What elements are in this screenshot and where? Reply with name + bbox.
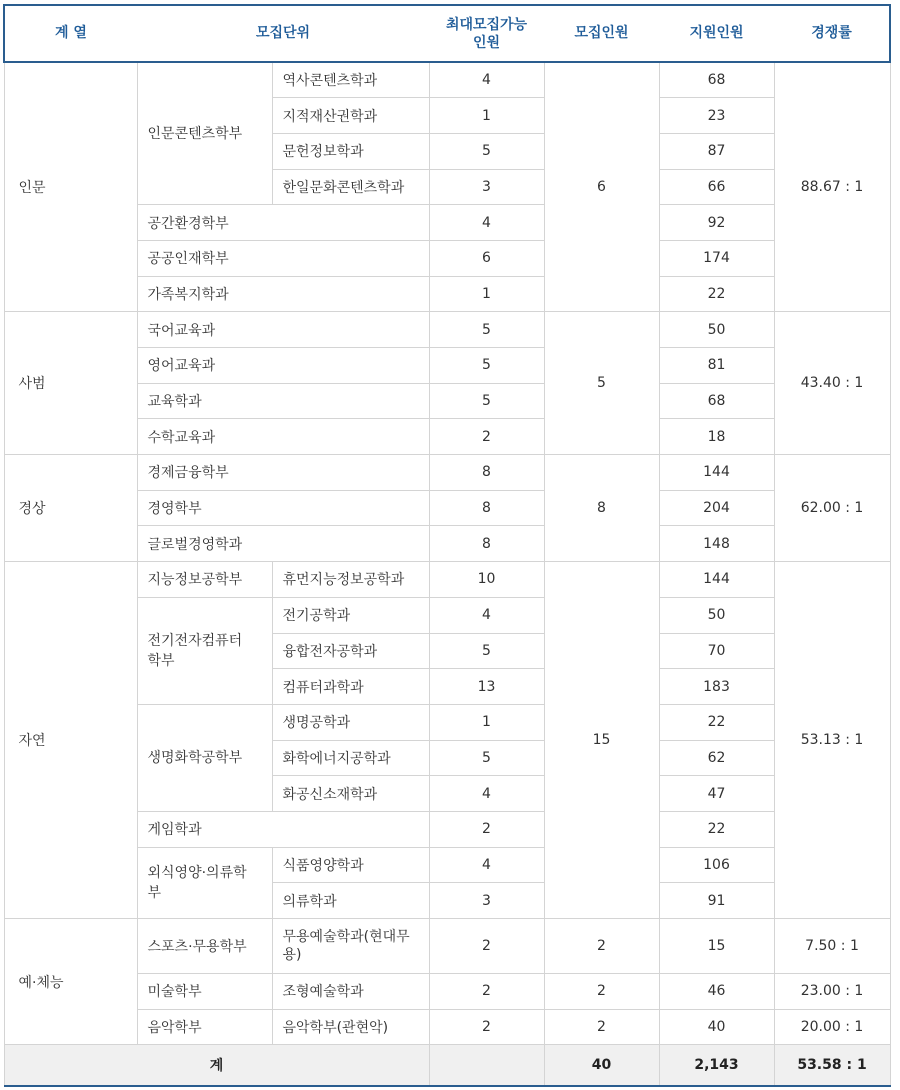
group-cell: 미술학부 [137, 974, 272, 1010]
applicants-cell: 92 [659, 205, 774, 241]
unit-cell: 의류학과 [272, 883, 429, 919]
applicants-cell: 66 [659, 169, 774, 205]
unit-cell: 공공인재학부 [137, 240, 429, 276]
applicants-cell: 144 [659, 562, 774, 598]
unit-cell: 화학에너지공학과 [272, 740, 429, 776]
group-cell: 외식영양·의류학부 [137, 847, 272, 918]
table-row [4, 205, 890, 241]
applicants-cell: 50 [659, 312, 774, 348]
max-cell: 5 [429, 348, 544, 384]
category-cell: 인문 [4, 62, 137, 312]
category-cell: 경상 [4, 455, 137, 562]
unit-cell: 공간환경학부 [137, 205, 429, 241]
recruit-cell: 5 [544, 312, 659, 455]
unit-cell: 컴퓨터과학과 [272, 669, 429, 705]
header-unit: 모집단위 [137, 5, 429, 62]
max-cell: 1 [429, 276, 544, 312]
group-cell: 인문콘텐츠학부 [137, 62, 272, 205]
total-row [4, 1045, 890, 1087]
applicants-cell: 183 [659, 669, 774, 705]
max-cell: 4 [429, 597, 544, 633]
header-max-quota: 최대모집가능인원 [429, 5, 544, 62]
recruit-cell: 6 [544, 62, 659, 312]
applicants-cell: 47 [659, 776, 774, 812]
applicants-cell: 204 [659, 490, 774, 526]
unit-cell: 역사콘텐츠학과 [272, 62, 429, 98]
unit-cell: 지적재산권학과 [272, 98, 429, 134]
applicants-cell: 144 [659, 455, 774, 491]
group-cell: 지능정보공학부 [137, 562, 272, 598]
applicants-cell: 91 [659, 883, 774, 919]
max-cell: 2 [429, 419, 544, 455]
table-row [4, 240, 890, 276]
max-cell: 5 [429, 383, 544, 419]
max-cell: 6 [429, 240, 544, 276]
unit-cell: 가족복지학과 [137, 276, 429, 312]
max-cell: 5 [429, 740, 544, 776]
ratio-cell: 62.00 : 1 [774, 455, 890, 562]
max-cell: 2 [429, 919, 544, 974]
max-cell: 8 [429, 490, 544, 526]
table-row [4, 526, 890, 562]
max-cell: 1 [429, 98, 544, 134]
table-row [4, 62, 890, 98]
unit-cell: 음악학부(관현악) [272, 1009, 429, 1045]
table-row [4, 562, 890, 598]
max-cell: 2 [429, 811, 544, 847]
applicants-cell: 50 [659, 597, 774, 633]
header-category: 계 열 [4, 5, 137, 62]
group-cell: 스포츠·무용학부 [137, 919, 272, 974]
unit-cell: 한일문화콘텐츠학과 [272, 169, 429, 205]
unit-cell: 전기공학과 [272, 597, 429, 633]
max-cell: 8 [429, 455, 544, 491]
max-cell: 2 [429, 1009, 544, 1045]
table-row [4, 704, 890, 740]
category-cell: 자연 [4, 562, 137, 919]
max-cell: 4 [429, 62, 544, 98]
applicants-cell: 106 [659, 847, 774, 883]
applicants-cell: 87 [659, 133, 774, 169]
applicants-cell: 70 [659, 633, 774, 669]
unit-cell: 국어교육과 [137, 312, 429, 348]
applicants-cell: 81 [659, 348, 774, 384]
max-cell: 5 [429, 133, 544, 169]
applicants-cell: 23 [659, 98, 774, 134]
table-row [4, 1009, 890, 1045]
unit-cell: 휴먼지능정보공학과 [272, 562, 429, 598]
applicants-cell: 40 [659, 1009, 774, 1045]
max-cell: 1 [429, 704, 544, 740]
applicants-cell: 18 [659, 419, 774, 455]
table-row [4, 811, 890, 847]
applicants-cell: 68 [659, 383, 774, 419]
table-row [4, 974, 890, 1010]
recruit-cell: 2 [544, 919, 659, 974]
total-recruit: 40 [544, 1045, 659, 1087]
table-row [4, 490, 890, 526]
applicants-cell: 22 [659, 811, 774, 847]
unit-cell: 무용예술학과(현대무용) [272, 919, 429, 974]
table-row [4, 383, 890, 419]
ratio-cell: 88.67 : 1 [774, 62, 890, 312]
unit-cell: 문헌정보학과 [272, 133, 429, 169]
applicants-cell: 148 [659, 526, 774, 562]
ratio-cell: 53.13 : 1 [774, 562, 890, 919]
applicants-cell: 22 [659, 276, 774, 312]
max-cell: 3 [429, 883, 544, 919]
recruit-cell: 2 [544, 1009, 659, 1045]
unit-cell: 식품영양학과 [272, 847, 429, 883]
max-cell: 4 [429, 205, 544, 241]
group-cell: 음악학부 [137, 1009, 272, 1045]
table-row [4, 597, 890, 633]
applicants-cell: 46 [659, 974, 774, 1010]
table-row [4, 276, 890, 312]
unit-cell: 조형예술학과 [272, 974, 429, 1010]
total-label: 계 [4, 1045, 429, 1087]
max-cell: 13 [429, 669, 544, 705]
header-recruit: 모집인원 [544, 5, 659, 62]
unit-cell: 수학교육과 [137, 419, 429, 455]
max-cell: 4 [429, 776, 544, 812]
total-ratio: 53.58 : 1 [774, 1045, 890, 1087]
table-row [4, 455, 890, 491]
max-cell: 10 [429, 562, 544, 598]
recruit-cell: 8 [544, 455, 659, 562]
recruit-cell: 2 [544, 974, 659, 1010]
table-row [4, 919, 890, 974]
unit-cell: 교육학과 [137, 383, 429, 419]
group-cell: 전기전자컴퓨터학부 [137, 597, 272, 704]
table-row [4, 312, 890, 348]
max-cell: 4 [429, 847, 544, 883]
max-cell: 8 [429, 526, 544, 562]
max-cell: 5 [429, 312, 544, 348]
unit-cell: 화공신소재학과 [272, 776, 429, 812]
unit-cell: 게임학과 [137, 811, 429, 847]
admissions-table [3, 4, 891, 1087]
unit-cell: 영어교육과 [137, 348, 429, 384]
max-cell: 5 [429, 633, 544, 669]
total-applicants: 2,143 [659, 1045, 774, 1087]
ratio-cell: 7.50 : 1 [774, 919, 890, 974]
ratio-cell: 43.40 : 1 [774, 312, 890, 455]
table-row [4, 847, 890, 883]
ratio-cell: 23.00 : 1 [774, 974, 890, 1010]
unit-cell: 경영학부 [137, 490, 429, 526]
table-row [4, 348, 890, 384]
unit-cell: 융합전자공학과 [272, 633, 429, 669]
group-cell: 생명화학공학부 [137, 704, 272, 811]
total-max-empty [429, 1045, 544, 1087]
header-applicants: 지원인원 [659, 5, 774, 62]
header-row [4, 5, 890, 62]
category-cell: 사범 [4, 312, 137, 455]
unit-cell: 글로벌경영학과 [137, 526, 429, 562]
applicants-cell: 15 [659, 919, 774, 974]
applicants-cell: 174 [659, 240, 774, 276]
unit-cell: 경제금융학부 [137, 455, 429, 491]
max-cell: 2 [429, 974, 544, 1010]
ratio-cell: 20.00 : 1 [774, 1009, 890, 1045]
applicants-cell: 22 [659, 704, 774, 740]
max-cell: 3 [429, 169, 544, 205]
applicants-cell: 68 [659, 62, 774, 98]
header-ratio: 경쟁률 [774, 5, 890, 62]
applicants-cell: 62 [659, 740, 774, 776]
unit-cell: 생명공학과 [272, 704, 429, 740]
table-row [4, 419, 890, 455]
recruit-cell: 15 [544, 562, 659, 919]
category-cell: 예·체능 [4, 919, 137, 1045]
